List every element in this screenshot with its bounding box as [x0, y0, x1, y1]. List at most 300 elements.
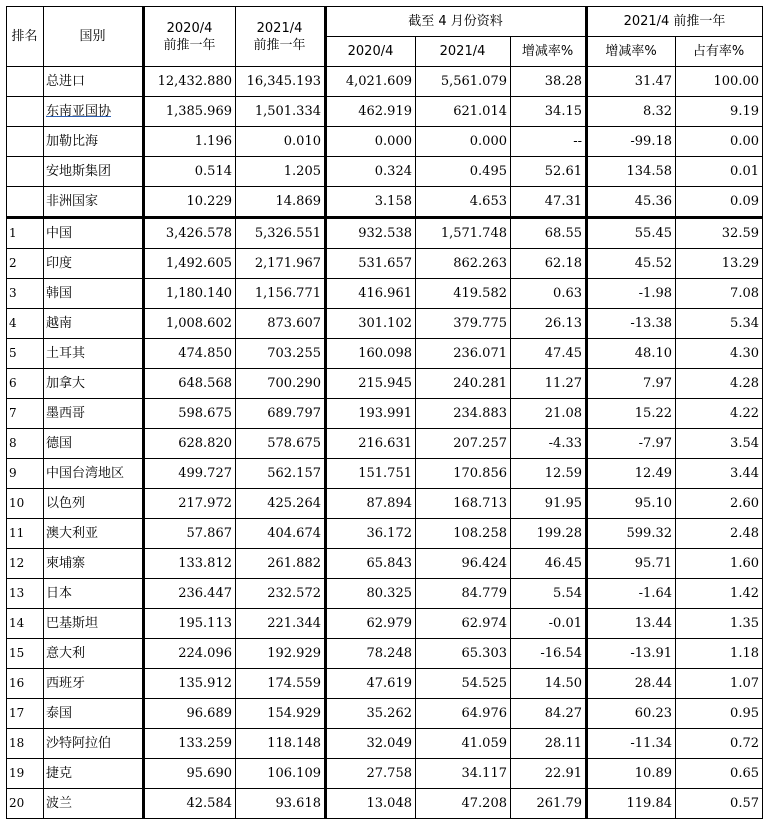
- value-2020-text: 1,008.602: [165, 316, 232, 331]
- value-2020-cell: [144, 399, 236, 429]
- ytd-2021-cell: [416, 579, 511, 609]
- country-cell: [44, 399, 144, 429]
- value-2021-cell: [236, 97, 326, 127]
- change-rate-cell: [511, 759, 587, 789]
- share-rate-text: 0.72: [730, 736, 759, 751]
- ytd-2021-text: 54.525: [461, 676, 507, 691]
- right-change-rate-cell: [587, 339, 676, 369]
- right-change-rate-text: -99.18: [630, 134, 672, 149]
- ytd-2021-cell: [416, 339, 511, 369]
- ytd-2021-text: 34.117: [461, 766, 507, 781]
- value-2021-text: 16,345.193: [246, 74, 321, 89]
- value-2020-text: 95.690: [186, 766, 232, 781]
- value-2020-cell: [144, 339, 236, 369]
- rank-text: 9: [9, 466, 17, 480]
- country-cell: [44, 187, 144, 218]
- share-rate-cell: [676, 549, 763, 579]
- share-rate-cell: [676, 97, 763, 127]
- value-2020-cell: [144, 759, 236, 789]
- value-2021-text: 154.929: [267, 706, 321, 721]
- header-ytd-2020: 2020/4: [326, 37, 416, 67]
- rank-cell: [7, 519, 44, 549]
- right-change-rate-cell: [587, 218, 676, 249]
- ytd-2021-text: 0.495: [469, 164, 507, 179]
- ytd-2020-cell: [326, 97, 416, 127]
- ytd-2021-text: 47.208: [461, 796, 507, 811]
- right-change-rate-cell: [587, 789, 676, 819]
- rank-text: 4: [9, 316, 17, 330]
- value-2021-text: 232.572: [267, 586, 321, 601]
- country-cell: [44, 429, 144, 459]
- value-2020-text: 42.584: [186, 796, 232, 811]
- value-2021-text: 106.109: [267, 766, 321, 781]
- value-2021-cell: [236, 127, 326, 157]
- ytd-2020-cell: [326, 729, 416, 759]
- ytd-2020-cell: [326, 699, 416, 729]
- value-2021-cell: [236, 519, 326, 549]
- ytd-2020-text: 193.991: [358, 406, 412, 421]
- table-row: [7, 459, 763, 489]
- rank-cell: [7, 249, 44, 279]
- ytd-2021-cell: [416, 399, 511, 429]
- ytd-2020-text: 80.325: [366, 586, 412, 601]
- right-change-rate-text: 13.44: [634, 616, 672, 631]
- value-2020-cell: [144, 369, 236, 399]
- ytd-2021-cell: [416, 699, 511, 729]
- share-rate-text: 2.48: [730, 526, 759, 541]
- ytd-2021-text: 96.424: [461, 556, 507, 571]
- value-2021-text: 700.290: [267, 376, 321, 391]
- share-rate-cell: [676, 609, 763, 639]
- country-text: 韩国: [46, 286, 73, 301]
- ytd-2021-text: 207.257: [453, 436, 507, 451]
- share-rate-cell: [676, 249, 763, 279]
- country-cell: [44, 339, 144, 369]
- ytd-2020-cell: [326, 369, 416, 399]
- share-rate-text: 1.35: [730, 616, 759, 631]
- rank-cell: [7, 669, 44, 699]
- ytd-2020-cell: [326, 279, 416, 309]
- rank-cell: [7, 609, 44, 639]
- ytd-2020-cell: [326, 127, 416, 157]
- rank-text: 20: [9, 796, 25, 810]
- value-2020-text: 96.689: [186, 706, 232, 721]
- ytd-2020-text: 160.098: [358, 346, 412, 361]
- share-rate-text: 4.22: [730, 406, 759, 421]
- right-change-rate-cell: [587, 519, 676, 549]
- value-2021-cell: [236, 669, 326, 699]
- value-2021-text: 1.205: [283, 164, 321, 179]
- rank-cell: [7, 309, 44, 339]
- ytd-2020-cell: [326, 549, 416, 579]
- change-rate-text: 84.27: [544, 706, 582, 721]
- rank-cell: [7, 127, 44, 157]
- table-row: [7, 218, 763, 249]
- rank-cell: [7, 97, 44, 127]
- change-rate-text: 26.13: [544, 316, 582, 331]
- value-2020-cell: [144, 97, 236, 127]
- change-rate-text: 14.50: [544, 676, 582, 691]
- value-2021-text: 261.882: [267, 556, 321, 571]
- right-change-rate-text: 55.45: [634, 226, 672, 241]
- country-cell: [44, 279, 144, 309]
- change-rate-cell: [511, 97, 587, 127]
- value-2020-cell: [144, 459, 236, 489]
- right-change-rate-text: 28.44: [634, 676, 672, 691]
- ytd-2021-text: 62.974: [461, 616, 507, 631]
- change-rate-text: 12.59: [544, 466, 582, 481]
- share-rate-text: 0.00: [730, 134, 759, 149]
- value-2020-text: 133.259: [178, 736, 232, 751]
- ytd-2021-text: 65.303: [461, 646, 507, 661]
- value-2020-text: 1,385.969: [165, 104, 232, 119]
- country-cell: [44, 759, 144, 789]
- value-2021-text: 14.869: [275, 194, 321, 209]
- country-cell: [44, 97, 144, 127]
- right-change-rate-cell: [587, 639, 676, 669]
- ytd-2021-text: 236.071: [453, 346, 507, 361]
- ytd-2020-text: 4,021.609: [345, 74, 412, 89]
- share-rate-text: 32.59: [721, 226, 759, 241]
- country-cell: [44, 579, 144, 609]
- ytd-2021-cell: [416, 249, 511, 279]
- ytd-2021-cell: [416, 67, 511, 97]
- share-rate-text: 5.34: [730, 316, 759, 331]
- ytd-2020-cell: [326, 519, 416, 549]
- share-rate-cell: [676, 399, 763, 429]
- ytd-2020-cell: [326, 489, 416, 519]
- table-row: [7, 519, 763, 549]
- ytd-2020-text: 62.979: [366, 616, 412, 631]
- value-2020-text: 133.812: [178, 556, 232, 571]
- country-cell: [44, 609, 144, 639]
- right-change-rate-text: -13.91: [630, 646, 672, 661]
- value-2020-text: 474.850: [178, 346, 232, 361]
- ytd-2021-text: 240.281: [453, 376, 507, 391]
- ytd-2021-text: 5,561.079: [440, 74, 507, 89]
- right-change-rate-text: -11.34: [630, 736, 672, 751]
- value-2021-cell: [236, 639, 326, 669]
- share-rate-text: 4.28: [730, 376, 759, 391]
- header-change-rate: 增减率%: [511, 37, 587, 67]
- rank-text: 6: [9, 376, 17, 390]
- table-row: [7, 157, 763, 187]
- ytd-2021-cell: [416, 609, 511, 639]
- change-rate-cell: [511, 399, 587, 429]
- country-cell: [44, 309, 144, 339]
- ytd-2020-text: 215.945: [358, 376, 412, 391]
- change-rate-cell: [511, 609, 587, 639]
- rank-text: 11: [9, 526, 25, 540]
- change-rate-text: 68.55: [544, 226, 582, 241]
- country-text: 日本: [46, 586, 73, 601]
- table-row: [7, 759, 763, 789]
- ytd-2020-text: 27.758: [366, 766, 412, 781]
- country-text: 安地斯集团: [46, 164, 112, 179]
- table-row: [7, 579, 763, 609]
- rank-text: 8: [9, 436, 17, 450]
- ytd-2021-text: 4.653: [469, 194, 507, 209]
- share-rate-cell: [676, 699, 763, 729]
- change-rate-text: 34.15: [544, 104, 582, 119]
- right-change-rate-cell: [587, 759, 676, 789]
- change-rate-cell: [511, 639, 587, 669]
- country-text: 越南: [46, 316, 73, 331]
- rank-cell: [7, 369, 44, 399]
- ytd-2021-text: 170.856: [453, 466, 507, 481]
- share-rate-cell: [676, 339, 763, 369]
- rank-text: 3: [9, 286, 17, 300]
- share-rate-text: 0.01: [730, 164, 759, 179]
- country-text: 总进口: [46, 74, 86, 89]
- rank-text: 2: [9, 256, 17, 270]
- share-rate-text: 1.42: [730, 586, 759, 601]
- right-change-rate-text: -1.64: [638, 586, 672, 601]
- value-2020-text: 135.912: [178, 676, 232, 691]
- change-rate-text: 62.18: [544, 256, 582, 271]
- ytd-2021-text: 621.014: [453, 104, 507, 119]
- ytd-2020-text: 36.172: [366, 526, 412, 541]
- value-2020-text: 1,180.140: [165, 286, 232, 301]
- country-cell: [44, 218, 144, 249]
- share-rate-text: 4.30: [730, 346, 759, 361]
- value-2020-text: 3,426.578: [165, 226, 232, 241]
- share-rate-cell: [676, 67, 763, 97]
- right-change-rate-text: 119.84: [626, 796, 672, 811]
- rank-cell: [7, 218, 44, 249]
- value-2021-cell: [236, 729, 326, 759]
- value-2021-cell: [236, 157, 326, 187]
- value-2021-text: 0.010: [283, 134, 321, 149]
- ytd-2021-cell: [416, 519, 511, 549]
- table-row: [7, 789, 763, 819]
- table-header: [7, 7, 763, 67]
- ytd-2020-cell: [326, 339, 416, 369]
- ytd-2021-cell: [416, 759, 511, 789]
- value-2021-cell: [236, 249, 326, 279]
- country-text: 加勒比海: [46, 134, 99, 149]
- ytd-2020-text: 78.248: [366, 646, 412, 661]
- value-2021-cell: [236, 218, 326, 249]
- share-rate-text: 3.44: [730, 466, 759, 481]
- change-rate-text: 5.54: [553, 586, 582, 601]
- ytd-2021-cell: [416, 309, 511, 339]
- value-2020-cell: [144, 549, 236, 579]
- value-2020-text: 1.196: [194, 134, 232, 149]
- change-rate-text: -4.33: [548, 436, 582, 451]
- ranked-rows: [7, 218, 763, 819]
- rank-cell: [7, 789, 44, 819]
- right-change-rate-text: 95.71: [634, 556, 672, 571]
- ytd-2021-text: 1,571.748: [440, 226, 507, 241]
- rank-cell: [7, 549, 44, 579]
- share-rate-cell: [676, 639, 763, 669]
- country-text: 德国: [46, 436, 73, 451]
- change-rate-cell: [511, 187, 587, 218]
- right-change-rate-cell: [587, 309, 676, 339]
- right-change-rate-text: 15.22: [634, 406, 672, 421]
- value-2020-text: 10.229: [186, 194, 232, 209]
- share-rate-cell: [676, 187, 763, 218]
- country-text: 非洲国家: [46, 194, 99, 209]
- right-change-rate-text: 31.47: [634, 74, 672, 89]
- country-cell: [44, 459, 144, 489]
- ytd-2020-cell: [326, 157, 416, 187]
- value-2020-cell: [144, 609, 236, 639]
- share-rate-cell: [676, 429, 763, 459]
- change-rate-cell: [511, 309, 587, 339]
- value-2021-cell: [236, 549, 326, 579]
- ytd-2020-text: 65.843: [366, 556, 412, 571]
- value-2020-cell: [144, 187, 236, 218]
- value-2020-cell: [144, 249, 236, 279]
- change-rate-cell: [511, 369, 587, 399]
- rank-text: 5: [9, 346, 17, 360]
- ytd-2021-cell: [416, 127, 511, 157]
- rank-cell: [7, 399, 44, 429]
- value-2021-text: 221.344: [267, 616, 321, 631]
- country-text: 墨西哥: [46, 406, 86, 421]
- right-change-rate-text: -13.38: [630, 316, 672, 331]
- ytd-2021-text: 41.059: [461, 736, 507, 751]
- country-cell: [44, 127, 144, 157]
- table-row: [7, 429, 763, 459]
- country-cell: [44, 157, 144, 187]
- right-change-rate-cell: [587, 459, 676, 489]
- rank-cell: [7, 429, 44, 459]
- ytd-2021-cell: [416, 639, 511, 669]
- table-row: [7, 97, 763, 127]
- value-2020-cell: [144, 67, 236, 97]
- rank-text: 16: [9, 676, 25, 690]
- rank-text: 10: [9, 496, 25, 510]
- ytd-2021-text: 84.779: [461, 586, 507, 601]
- ytd-2020-text: 3.158: [374, 194, 412, 209]
- change-rate-text: 38.28: [544, 74, 582, 89]
- value-2020-cell: [144, 579, 236, 609]
- country-text: 以色列: [46, 496, 86, 511]
- ytd-2021-cell: [416, 789, 511, 819]
- ytd-2020-cell: [326, 249, 416, 279]
- value-2020-text: 217.972: [178, 496, 232, 511]
- right-change-rate-cell: [587, 127, 676, 157]
- right-change-rate-cell: [587, 729, 676, 759]
- ytd-2021-cell: [416, 459, 511, 489]
- ytd-2020-text: 216.631: [358, 436, 412, 451]
- ytd-2020-cell: [326, 218, 416, 249]
- value-2021-cell: [236, 699, 326, 729]
- rank-cell: [7, 279, 44, 309]
- change-rate-cell: [511, 459, 587, 489]
- summary-rows: [7, 67, 763, 218]
- share-rate-cell: [676, 669, 763, 699]
- right-change-rate-text: -7.97: [638, 436, 672, 451]
- rank-cell: [7, 639, 44, 669]
- right-change-rate-text: 7.97: [643, 376, 672, 391]
- table-row: [7, 489, 763, 519]
- value-2020-text: 499.727: [178, 466, 232, 481]
- rank-cell: [7, 759, 44, 789]
- rank-text: 18: [9, 736, 25, 750]
- right-change-rate-text: -1.98: [638, 286, 672, 301]
- change-rate-text: 52.61: [544, 164, 582, 179]
- country-text: 波兰: [46, 796, 73, 811]
- country-cell: [44, 729, 144, 759]
- change-rate-cell: [511, 699, 587, 729]
- value-2020-cell: [144, 279, 236, 309]
- right-change-rate-text: 45.52: [634, 256, 672, 271]
- rank-text: 12: [9, 556, 25, 570]
- table-row: [7, 309, 763, 339]
- value-2021-cell: [236, 67, 326, 97]
- country-cell: [44, 249, 144, 279]
- value-2020-cell: [144, 699, 236, 729]
- rank-cell: [7, 339, 44, 369]
- rank-cell: [7, 489, 44, 519]
- value-2020-text: 628.820: [178, 436, 232, 451]
- country-text: 捷克: [46, 766, 73, 781]
- ytd-2020-text: 0.000: [374, 134, 412, 149]
- change-rate-text: 261.79: [536, 796, 582, 811]
- table-row: [7, 609, 763, 639]
- change-rate-cell: [511, 489, 587, 519]
- ytd-2020-text: 932.538: [358, 226, 412, 241]
- header-rank: 排名: [7, 7, 44, 67]
- share-rate-cell: [676, 369, 763, 399]
- change-rate-text: 47.45: [544, 346, 582, 361]
- right-change-rate-cell: [587, 579, 676, 609]
- value-2021-cell: [236, 789, 326, 819]
- value-2020-cell: [144, 729, 236, 759]
- change-rate-text: 91.95: [544, 496, 582, 511]
- ytd-2021-cell: [416, 218, 511, 249]
- change-rate-cell: [511, 67, 587, 97]
- rank-text: 19: [9, 766, 25, 780]
- share-rate-cell: [676, 127, 763, 157]
- share-rate-text: 0.57: [730, 796, 759, 811]
- value-2020-text: 57.867: [186, 526, 232, 541]
- ytd-2020-text: 301.102: [358, 316, 412, 331]
- value-2021-text: 562.157: [267, 466, 321, 481]
- value-2020-cell: [144, 218, 236, 249]
- change-rate-cell: [511, 549, 587, 579]
- change-rate-cell: [511, 157, 587, 187]
- value-2020-text: 224.096: [178, 646, 232, 661]
- right-change-rate-text: 599.32: [626, 526, 672, 541]
- rank-text: 7: [9, 406, 17, 420]
- country-text: 印度: [46, 256, 73, 271]
- ytd-2021-text: 234.883: [453, 406, 507, 421]
- ytd-2020-text: 35.262: [366, 706, 412, 721]
- ytd-2021-cell: [416, 157, 511, 187]
- value-2021-text: 578.675: [267, 436, 321, 451]
- value-2021-text: 873.607: [267, 316, 321, 331]
- right-change-rate-text: 12.49: [634, 466, 672, 481]
- value-2021-text: 118.148: [267, 736, 321, 751]
- change-rate-cell: [511, 218, 587, 249]
- country-text: 东南亚国协: [46, 104, 112, 119]
- ytd-2021-text: 108.258: [453, 526, 507, 541]
- ytd-2021-text: 0.000: [469, 134, 507, 149]
- header-right-change-rate: 增减率%: [587, 37, 676, 67]
- header-share-rate: 占有率%: [676, 37, 763, 67]
- table-row: [7, 699, 763, 729]
- country-cell: [44, 789, 144, 819]
- share-rate-cell: [676, 759, 763, 789]
- ytd-2020-cell: [326, 399, 416, 429]
- right-change-rate-cell: [587, 669, 676, 699]
- value-2020-text: 195.113: [178, 616, 232, 631]
